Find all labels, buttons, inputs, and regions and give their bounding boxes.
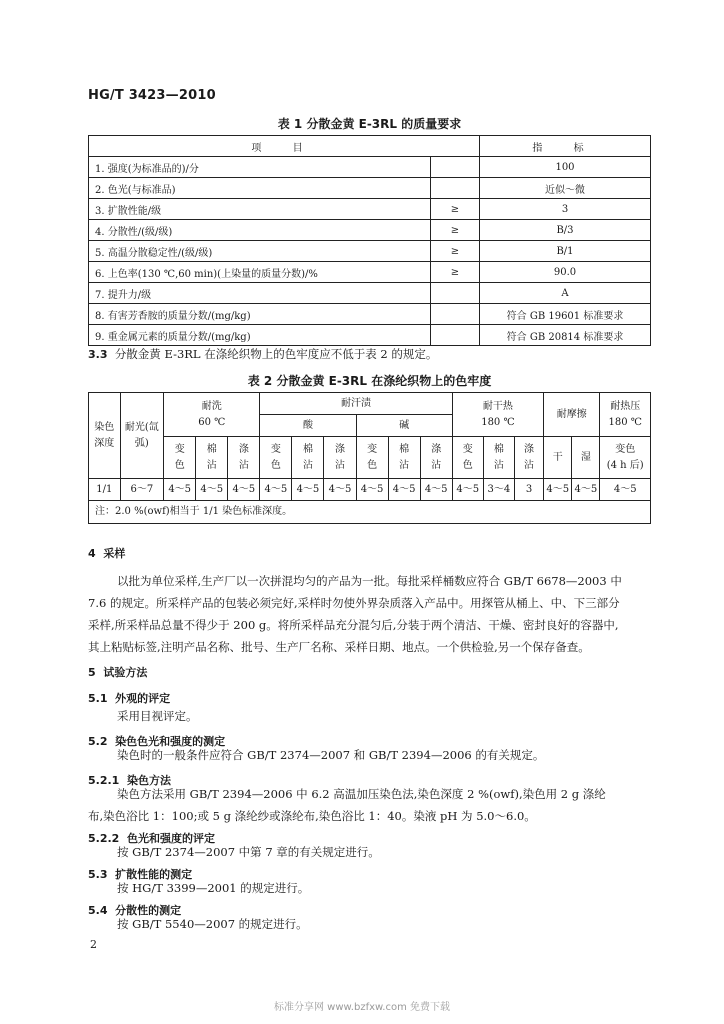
header-rubbing: 耐摩擦	[544, 393, 600, 437]
table-header-row	[89, 136, 651, 157]
quality-requirements-table	[88, 135, 651, 346]
clause-3-3: 3.3 分散金黄 E-3RL 在涤纶织物上的色牢度应不低于表 2 的规定。	[88, 347, 438, 361]
section-5-2-1-line-2: 布,染色浴比 1：100;或 5 g 涤纶纱或涤纶布,染色浴比 1：40。染液 pH 为 5.0～6.0。	[88, 809, 536, 823]
table-row: 6. 上色率(130 ℃,60 min)(上染量的质量分数)/% ≥ 90.0	[89, 262, 651, 283]
section-5-1-heading: 5.1 外观的评定	[88, 692, 171, 705]
column-header-item: 项 目	[89, 136, 480, 157]
section-5-2-heading: 5.2 染色色光和强度的测定	[88, 735, 226, 748]
table-note: 注：2.0 %(owf)相当于 1/1 染色标准深度。	[89, 501, 651, 524]
section-5-3-heading: 5.3 扩散性能的测定	[88, 868, 193, 881]
section-5-3-text: 按 HG/T 3399—2001 的规定进行。	[117, 881, 310, 895]
section-4-line-3: 采样,所采样品总量不得少于 200 g。将所采样品充分混匀后,分装于两个清洁、干燥、密封良好的容器中,	[88, 618, 619, 632]
table-row: 8. 有害芳香胺的质量分数/(mg/kg) 符合 GB 19601 标准要求	[89, 304, 651, 325]
header-light: 耐光(氙弧)	[120, 393, 164, 479]
section-4-heading: 4 采样	[88, 547, 126, 560]
table-row: 1. 强度(为标准品的)/分 100	[89, 157, 651, 178]
watermark-footer: 标准分享网 www.bzfxw.com 免费下载	[274, 1002, 450, 1013]
table1-caption: 表 1 分散金黄 E-3RL 的质量要求	[277, 117, 462, 131]
section-4-line-2: 7.6 的规定。所采样产品的包装必须完好,采样时勿使外界杂质落入产品中。用探管从桶上、中、下三部分	[88, 596, 620, 610]
page-number: 2	[90, 938, 97, 951]
table-subheader-row: 变色 棉沾 涤沾 变色 棉沾 涤沾 变色 棉沾 涤沾 变色 棉沾 涤沾 干 湿 变色 (4 h 后)	[89, 437, 651, 479]
table2-caption: 表 2 分散金黄 E-3RL 在涤纶织物上的色牢度	[247, 374, 492, 388]
header-wash: 耐洗 60 ℃	[164, 393, 260, 437]
section-5-4-heading: 5.4 分散性的测定	[88, 904, 182, 917]
section-5-heading: 5 试验方法	[88, 666, 148, 679]
section-5-2-2-text: 按 GB/T 2374—2007 中第 7 章的有关规定进行。	[117, 845, 380, 859]
table-note-row	[89, 501, 651, 524]
section-4-line-1: 以批为单位采样,生产厂以一次拼混均匀的产品为一批。每批采样桶数应符合 GB/T 6678—2003 中	[117, 574, 622, 588]
header-sweat: 耐汗渍	[260, 393, 452, 415]
header-depth: 染色深度	[89, 393, 121, 479]
table-row: 1/1 6～7 4～5 4～5 4～5 4～5 4～5 4～5 4～5 4～5 4～5 4～5 3～4 3 4～5 4～5 4～5	[89, 479, 651, 501]
table-row: 2. 色光(与标准品) 近似～微	[89, 178, 651, 199]
section-5-2-2-heading: 5.2.2 色光和强度的评定	[88, 832, 215, 845]
table-row: 9. 重金属元素的质量分数/(mg/kg) 符合 GB 20814 标准要求	[89, 325, 651, 346]
table-row: 7. 提升力/级 A	[89, 283, 651, 304]
column-header-value: 指 标	[480, 136, 651, 157]
header-hot-press: 耐热压 180 ℃	[600, 393, 651, 437]
section-4-line-4: 其上粘贴标签,注明产品名称、批号、生产厂名称、采样日期、地点。一个供检验,另一个保存备查。	[88, 640, 590, 654]
document-header: HG/T 3423—2010	[88, 88, 216, 103]
section-5-4-text: 按 GB/T 5540—2007 的规定进行。	[117, 917, 308, 931]
header-acid: 酸	[260, 415, 356, 437]
color-fastness-table	[88, 392, 651, 524]
table-row: 5. 高温分散稳定性/(级/级) ≥ B/1	[89, 241, 651, 262]
table-header-row	[89, 393, 651, 415]
header-dry-heat: 耐干热 180 ℃	[452, 393, 543, 437]
section-5-1-text: 采用目视评定。	[117, 709, 198, 723]
section-5-2-text: 染色时的一般条件应符合 GB/T 2374—2007 和 GB/T 2394—2006 的有关规定。	[117, 748, 545, 762]
section-5-2-1-line-1: 染色方法采用 GB/T 2394—2006 中 6.2 高温加压染色法,染色深度 2 %(owf),染色用 2 g 涤纶	[117, 787, 606, 801]
table-row: 3. 扩散性能/级 ≥ 3	[89, 199, 651, 220]
section-5-2-1-heading: 5.2.1 染色方法	[88, 774, 171, 787]
header-alkali: 碱	[356, 415, 452, 437]
table-row: 4. 分散性/(级/级) ≥ B/3	[89, 220, 651, 241]
